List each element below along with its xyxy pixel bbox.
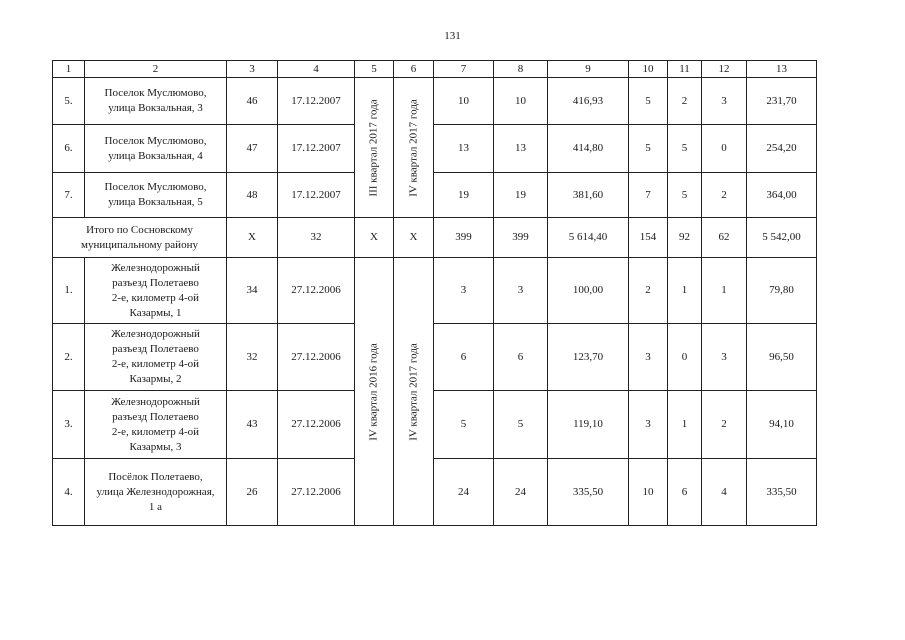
- address-line: разъезд Полетаево: [112, 276, 199, 289]
- row-number: 2.: [53, 324, 85, 391]
- value-cell: 19: [434, 173, 494, 218]
- row-number: 3.: [53, 391, 85, 459]
- value-cell: 381,60: [548, 173, 629, 218]
- address-line: улица Железнодорожная,: [96, 485, 215, 498]
- total-value: 32: [278, 218, 355, 258]
- value-cell: 96,50: [747, 324, 817, 391]
- total-value: 399: [494, 218, 548, 258]
- header-cell: 6: [394, 61, 434, 78]
- address-cell: [85, 78, 227, 125]
- address-line: 2-е, километр 4-ой: [111, 291, 200, 304]
- address-line: Железнодорожный: [111, 328, 200, 340]
- address-line: улица Вокзальная, 3: [108, 102, 203, 114]
- table-row: [53, 324, 817, 391]
- header-row: [53, 61, 817, 78]
- header-cell: 11: [668, 61, 702, 78]
- value-cell: 2: [702, 173, 747, 218]
- value-cell: 254,20: [747, 125, 817, 173]
- address-cell: [85, 459, 227, 526]
- value-cell: 1: [702, 258, 747, 324]
- row-number: 7.: [53, 173, 85, 218]
- value-cell: 4: [702, 459, 747, 526]
- value-cell: 6: [668, 459, 702, 526]
- value-cell: 26: [227, 459, 278, 526]
- value-cell: 10: [629, 459, 668, 526]
- header-cell: 5: [355, 61, 394, 78]
- address-line: Поселок Муслюмово,: [104, 134, 207, 147]
- value-cell: 7: [629, 173, 668, 218]
- header-cell: 10: [629, 61, 668, 78]
- value-cell: 335,50: [548, 459, 629, 526]
- total-value: 399: [434, 218, 494, 258]
- value-cell: 5: [629, 125, 668, 173]
- value-cell: 3: [629, 324, 668, 391]
- address-line: разъезд Полетаево: [112, 410, 199, 423]
- header-cell: 8: [494, 61, 548, 78]
- address-line: Посёлок Полетаево,: [108, 470, 203, 483]
- address-line: Казармы, 3: [129, 440, 182, 453]
- address-cell: [85, 125, 227, 173]
- address-line: Железнодорожный: [111, 261, 200, 274]
- total-value: Х: [394, 218, 434, 258]
- header-cell: 1: [53, 61, 85, 78]
- total-value: Х: [227, 218, 278, 258]
- period-start: IV квартал 2016 года: [367, 342, 380, 441]
- value-cell: 10: [434, 78, 494, 125]
- value-cell: 46: [227, 78, 278, 125]
- value-cell: 364,00: [747, 173, 817, 218]
- value-cell: 0: [668, 324, 702, 391]
- value-cell: 3: [434, 258, 494, 324]
- address-line: улица Вокзальная, 5: [108, 196, 203, 208]
- address-line: Казармы, 1: [129, 306, 182, 319]
- value-cell: 414,80: [548, 125, 629, 173]
- date-cell: 27.12.2006: [278, 459, 355, 526]
- total-value: 62: [702, 218, 747, 258]
- table-row: [53, 173, 817, 218]
- header-cell: 2: [85, 61, 227, 78]
- value-cell: 43: [227, 391, 278, 459]
- value-cell: 100,00: [548, 258, 629, 324]
- value-cell: 0: [702, 125, 747, 173]
- date-cell: 27.12.2006: [278, 258, 355, 324]
- value-cell: 2: [702, 391, 747, 459]
- value-cell: 5: [629, 78, 668, 125]
- address-line: Поселок Муслюмово,: [104, 87, 207, 99]
- date-cell: 17.12.2007: [278, 78, 355, 125]
- value-cell: 3: [494, 258, 548, 324]
- address-cell: [85, 173, 227, 218]
- address-line: муниципальному району: [81, 238, 198, 251]
- value-cell: 123,70: [548, 324, 629, 391]
- address-line: 2-е, километр 4-ой: [111, 358, 200, 370]
- value-cell: 3: [702, 78, 747, 125]
- table-row: [53, 391, 817, 459]
- total-value: Х: [355, 218, 394, 258]
- address-line: Итого по Сосновскому: [86, 223, 193, 236]
- period-end: IV квартал 2017 года: [407, 342, 419, 441]
- value-cell: 10: [494, 78, 548, 125]
- value-cell: 119,10: [548, 391, 629, 459]
- header-cell: 4: [278, 61, 355, 78]
- value-cell: 79,80: [747, 258, 817, 324]
- value-cell: 1: [668, 391, 702, 459]
- value-cell: 1: [668, 258, 702, 324]
- row-number: 5.: [53, 78, 85, 125]
- address-line: Железнодорожный: [111, 395, 200, 408]
- address-cell: [85, 258, 227, 324]
- value-cell: 2: [668, 78, 702, 125]
- value-cell: 24: [434, 459, 494, 526]
- total-row: [53, 218, 817, 258]
- row-number: 4.: [53, 459, 85, 526]
- value-cell: 5: [668, 173, 702, 218]
- value-cell: 94,10: [747, 391, 817, 459]
- value-cell: 13: [494, 125, 548, 173]
- address-cell: [85, 391, 227, 459]
- value-cell: 48: [227, 173, 278, 218]
- total-value: 92: [668, 218, 702, 258]
- value-cell: 32: [227, 324, 278, 391]
- row-number: 1.: [53, 258, 85, 324]
- period-end: IV квартал 2017 года: [407, 98, 419, 197]
- period-end-cell: [394, 258, 434, 526]
- table-row: [53, 459, 817, 526]
- value-cell: 2: [629, 258, 668, 324]
- header-cell: 9: [548, 61, 629, 78]
- address-line: разъезд Полетаево: [112, 343, 199, 355]
- total-value: 5 614,40: [548, 218, 629, 258]
- value-cell: 335,50: [747, 459, 817, 526]
- value-cell: 5: [494, 391, 548, 459]
- value-cell: 13: [434, 125, 494, 173]
- date-cell: 27.12.2006: [278, 391, 355, 459]
- date-cell: 17.12.2007: [278, 173, 355, 218]
- value-cell: 416,93: [548, 78, 629, 125]
- total-label: [53, 218, 227, 258]
- value-cell: 24: [494, 459, 548, 526]
- value-cell: 19: [494, 173, 548, 218]
- address-line: улица Вокзальная, 4: [108, 149, 203, 162]
- address-line: 2-е, километр 4-ой: [111, 425, 200, 438]
- address-line: 1 а: [148, 500, 163, 513]
- value-cell: 3: [702, 324, 747, 391]
- address-cell: [85, 324, 227, 391]
- total-value: 5 542,00: [747, 218, 817, 258]
- table-row: [53, 258, 817, 324]
- date-cell: 27.12.2006: [278, 324, 355, 391]
- address-line: Поселок Муслюмово,: [104, 181, 207, 193]
- address-line: Казармы, 2: [129, 373, 182, 385]
- period-end-cell: [394, 78, 434, 218]
- period-start: III квартал 2017 года: [367, 98, 380, 197]
- header-cell: 12: [702, 61, 747, 78]
- period-start-cell: [355, 78, 394, 218]
- header-cell: 3: [227, 61, 278, 78]
- housing-table: [52, 60, 817, 526]
- table-row: [53, 78, 817, 125]
- value-cell: 6: [434, 324, 494, 391]
- value-cell: 6: [494, 324, 548, 391]
- header-cell: 13: [747, 61, 817, 78]
- page-number: 131: [444, 30, 461, 42]
- header-cell: 7: [434, 61, 494, 78]
- value-cell: 5: [668, 125, 702, 173]
- value-cell: 231,70: [747, 78, 817, 125]
- value-cell: 34: [227, 258, 278, 324]
- date-cell: 17.12.2007: [278, 125, 355, 173]
- total-value: 154: [629, 218, 668, 258]
- table-row: [53, 125, 817, 173]
- value-cell: 3: [629, 391, 668, 459]
- value-cell: 5: [434, 391, 494, 459]
- row-number: 6.: [53, 125, 85, 173]
- period-start-cell: [355, 258, 394, 526]
- value-cell: 47: [227, 125, 278, 173]
